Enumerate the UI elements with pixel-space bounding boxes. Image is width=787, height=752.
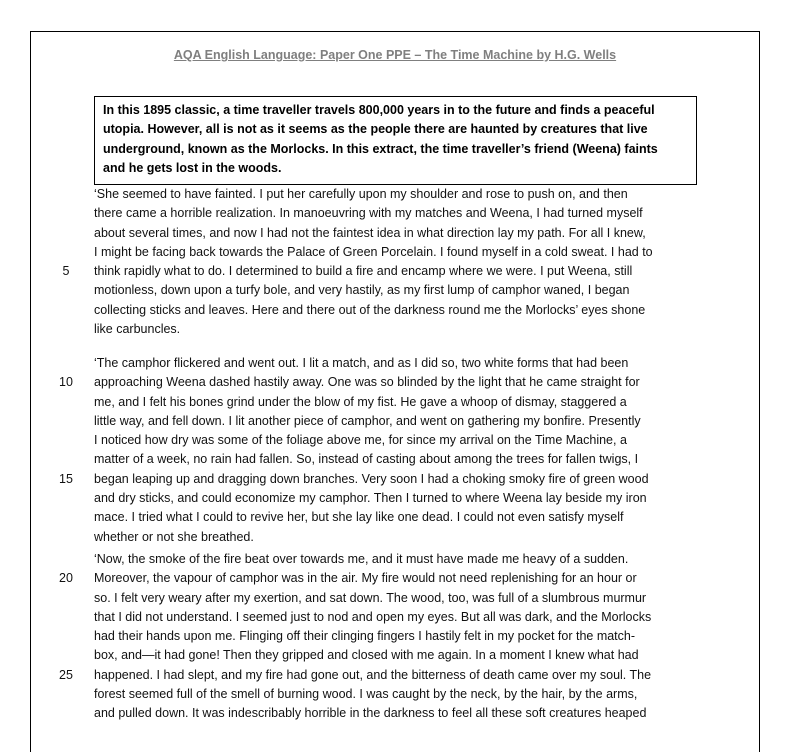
- extract-line: [31, 489, 759, 508]
- line-text: collecting sticks and leaves. Here and there out of the darkness round me the Morlocks’ eyes shone: [94, 302, 646, 317]
- line-text: that I did not understand. I seemed just to nod and open my eyes. But all was dark, and the Morlocks: [94, 609, 652, 624]
- line-number: 15: [59, 471, 73, 486]
- line-text: me, and I felt his bones grind under the blow of my fist. He gave a whoop of dismay, staggered a: [94, 394, 627, 409]
- extract-line: [31, 185, 759, 204]
- extract-line: [31, 685, 759, 704]
- extract-paragraph: [31, 550, 759, 724]
- line-text: ‘Now, the smoke of the fire beat over towards me, and it must have made me heavy of a sudden.: [94, 552, 629, 566]
- line-number: 5: [62, 264, 70, 279]
- document-title: AQA English Language: Paper One PPE – The Time Machine by H.G. Wells: [173, 48, 617, 62]
- line-text: whether or not she breathed.: [94, 529, 254, 544]
- intro-box: [94, 96, 697, 185]
- extract-line: [31, 281, 759, 300]
- line-text: forest seemed full of the smell of burning wood. I was caught by the neck, by the hair, by the arms,: [94, 687, 638, 702]
- extract-line: [31, 608, 759, 627]
- line-number: 10: [59, 375, 73, 390]
- extract-line: [31, 224, 759, 243]
- line-text: about several times, and now I had not the faintest idea in what direction lay my path. For all I knew,: [94, 225, 646, 240]
- line-text: approaching Weena dashed hastily away. One was so blinded by the light that he came straight for: [94, 375, 640, 390]
- document-page: [30, 31, 760, 752]
- intro-line: and he gets lost in the woods.: [103, 160, 282, 175]
- line-text: matter of a week, no rain had fallen. So, instead of casting about among the trees for fallen twigs, I: [94, 452, 639, 467]
- line-text: like carbuncles.: [94, 322, 181, 337]
- line-text: motionless, down upon a turfy bole, and very hastily, as my first lump of camphor waned, I began: [94, 283, 630, 298]
- extract-line: [31, 704, 759, 723]
- extract-line: [31, 508, 759, 527]
- line-text: I noticed how dry was some of the foliage above me, for since my arrival on the Time Machine, a: [94, 433, 627, 448]
- line-text: ‘She seemed to have fainted. I put her carefully upon my shoulder and rose to push on, and then: [94, 187, 628, 201]
- line-text: happened. I had slept, and my fire had gone out, and the bitterness of death came over my soul. The: [94, 667, 652, 682]
- extract-paragraph: [31, 354, 759, 547]
- line-text: box, and—it had gone! Then they gripped and closed with me again. In a moment I knew what had: [94, 648, 639, 663]
- line-number: 25: [59, 667, 73, 682]
- extract-line: [31, 589, 759, 608]
- extract-line: [31, 431, 759, 450]
- intro-line: underground, known as the Morlocks. In this extract, the time traveller’s friend (Weena) faints: [103, 141, 658, 156]
- extract-line: [31, 627, 759, 646]
- extract-line: [31, 646, 759, 665]
- extract-line: [31, 412, 759, 431]
- extract-line: [31, 528, 759, 547]
- line-text: had their hands upon me. Flinging off their clinging fingers I hastily felt in my pocket for the match-: [94, 629, 636, 644]
- intro-line: utopia. However, all is not as it seems as the people there are haunted by creatures that live: [103, 122, 648, 137]
- extract-line: [31, 470, 759, 489]
- line-text: I might be facing back towards the Palace of Green Porcelain. I found myself in a cold sweat. I had to: [94, 244, 653, 259]
- extract-line: [31, 373, 759, 392]
- line-text: so. I felt very weary after my exertion, and sat down. The wood, too, was full of a slumbrous murmur: [94, 590, 647, 605]
- extract-line: [31, 450, 759, 469]
- line-text: think rapidly what to do. I determined to build a fire and encamp where we were. I put Weena, still: [94, 264, 633, 279]
- extract-line: [31, 301, 759, 320]
- extract-line: [31, 243, 759, 262]
- intro-line: In this 1895 classic, a time traveller travels 800,000 years in to the future and finds a peaceful: [103, 103, 655, 117]
- extract-paragraph: [31, 185, 759, 339]
- line-text: Moreover, the vapour of camphor was in the air. My fire would not need replenishing for an hour or: [94, 571, 637, 586]
- line-text: little way, and fell down. I lit another piece of camphor, and went on gathering my bonfire. Presently: [94, 413, 641, 428]
- line-text: and dry sticks, and could economize my camphor. Then I turned to where Weena lay beside my iron: [94, 491, 647, 506]
- extract-line: [31, 393, 759, 412]
- extract-line: [31, 204, 759, 223]
- extract-line: [31, 569, 759, 588]
- line-text: began leaping up and dragging down branches. Very soon I had a choking smoky fire of green wood: [94, 471, 649, 486]
- extract-line: [31, 666, 759, 685]
- extract-line: [31, 262, 759, 281]
- extract-line: [31, 550, 759, 569]
- line-text: mace. I tried what I could to revive her, but she lay like one dead. I could not even satisfy myself: [94, 510, 624, 525]
- extract-line: [31, 320, 759, 339]
- extract-line: [31, 354, 759, 373]
- line-text: and pulled down. It was indescribably horrible in the darkness to feel all these soft creatures heaped: [94, 706, 647, 721]
- line-text: ‘The camphor flickered and went out. I lit a match, and as I did so, two white forms that had been: [94, 356, 629, 370]
- line-text: there came a horrible realization. In manoeuvring with my matches and Weena, I had turned myself: [94, 206, 643, 221]
- line-number: 20: [59, 571, 73, 586]
